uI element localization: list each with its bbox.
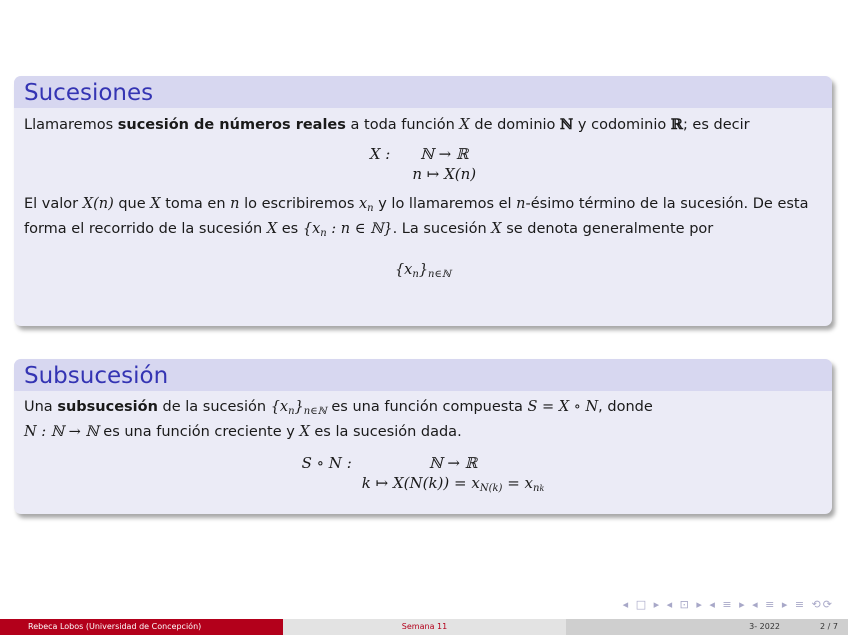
equation-rhs [362,453,545,499]
math: } [294,399,304,415]
math: = x [502,474,534,492]
math-subscript: n∈ℕ [303,406,327,417]
footer-right [566,619,848,635]
paragraph-definition [24,397,822,443]
text: de la sucesión [157,399,271,415]
footer-date: 3- 2022 [749,622,781,631]
footer [0,619,848,635]
block-body [14,391,832,507]
math-subscript: k [539,484,545,493]
math: X [266,221,278,237]
math: } [418,262,429,278]
math-subscript: n [412,269,419,280]
footer-page: 2 / 7 [820,622,838,631]
block-body [14,108,832,293]
text: y codominio [573,117,671,133]
math: X(n) [82,196,114,212]
equation-line: ℕ → ℝ [420,145,469,163]
text: es la sucesión dada. [309,424,462,440]
text: se denota generalmente por [501,221,714,237]
math-subscript: n [533,483,540,494]
math-subscript: n [320,228,327,239]
block-subsucesion [14,359,832,514]
footer-author: Rebeca Lobos (Universidad de Concepción) [0,619,283,635]
text: , donde [598,399,653,415]
math-subscript: n∈ℕ [428,269,452,280]
math: : n ∈ ℕ} [326,221,393,237]
math: {x [302,221,321,237]
math: x [358,196,368,212]
text: es una función creciente y [98,424,300,440]
equation-rhs [412,144,476,184]
math: {x [394,262,413,278]
block-title: Subsucesión [14,359,832,391]
math: S = X ∘ N [527,399,599,415]
text: que [113,196,151,212]
beamer-navigation[interactable]: ◂ □ ▸ ◂ ⊡ ▸ ◂ ≡ ▸ ◂ ≡ ▸ ≡ ⟲⟳ [622,598,834,611]
display-equation [24,144,822,184]
text: lo escribiremos [239,196,359,212]
block-title: Sucesiones [14,76,832,108]
equation-line: ℕ → ℝ [428,454,478,472]
block-sucesiones [14,76,832,326]
math: n [230,196,240,212]
math-subscript: n [288,406,295,417]
text: a toda función [345,117,460,133]
math-subscript: N(k) [479,483,503,494]
text: . La sucesión [392,221,492,237]
math: n [516,196,526,212]
footer-title: Semana 11 [283,619,566,635]
equation-lhs: X : [369,145,391,163]
text: y lo llamaremos el [373,196,517,212]
math: {x [270,399,289,415]
math: N : ℕ → ℕ [24,424,99,440]
text: de dominio [469,117,561,133]
math: ℕ [560,116,574,133]
bold-term: sucesión de números reales [117,117,346,133]
text: Una [24,399,58,415]
text: es [277,221,303,237]
equation-line: n ↦ X(n) [412,165,477,183]
math: X [459,117,470,133]
text: toma en [160,196,231,212]
math: X [299,424,310,440]
text: -ésimo término de la sucesión. De esta forma el recorrido de la sucesión [24,196,809,237]
math-subscript: n [367,203,374,214]
math: ℝ [670,116,683,133]
math: X [491,221,502,237]
text: El valor [24,196,83,212]
text: es una función compuesta [326,399,528,415]
math: X [150,196,161,212]
math: k ↦ X(N(k)) = x [361,474,480,492]
text: ; es decir [682,117,750,133]
paragraph-definition [24,114,822,136]
bold-term: subsucesión [57,399,158,415]
display-sequence [24,260,822,285]
paragraph-value [24,194,822,244]
text: Llamaremos [24,117,118,133]
equation-line [362,473,545,499]
display-equation [24,453,822,499]
equation-lhs: S ∘ N : [301,454,352,472]
